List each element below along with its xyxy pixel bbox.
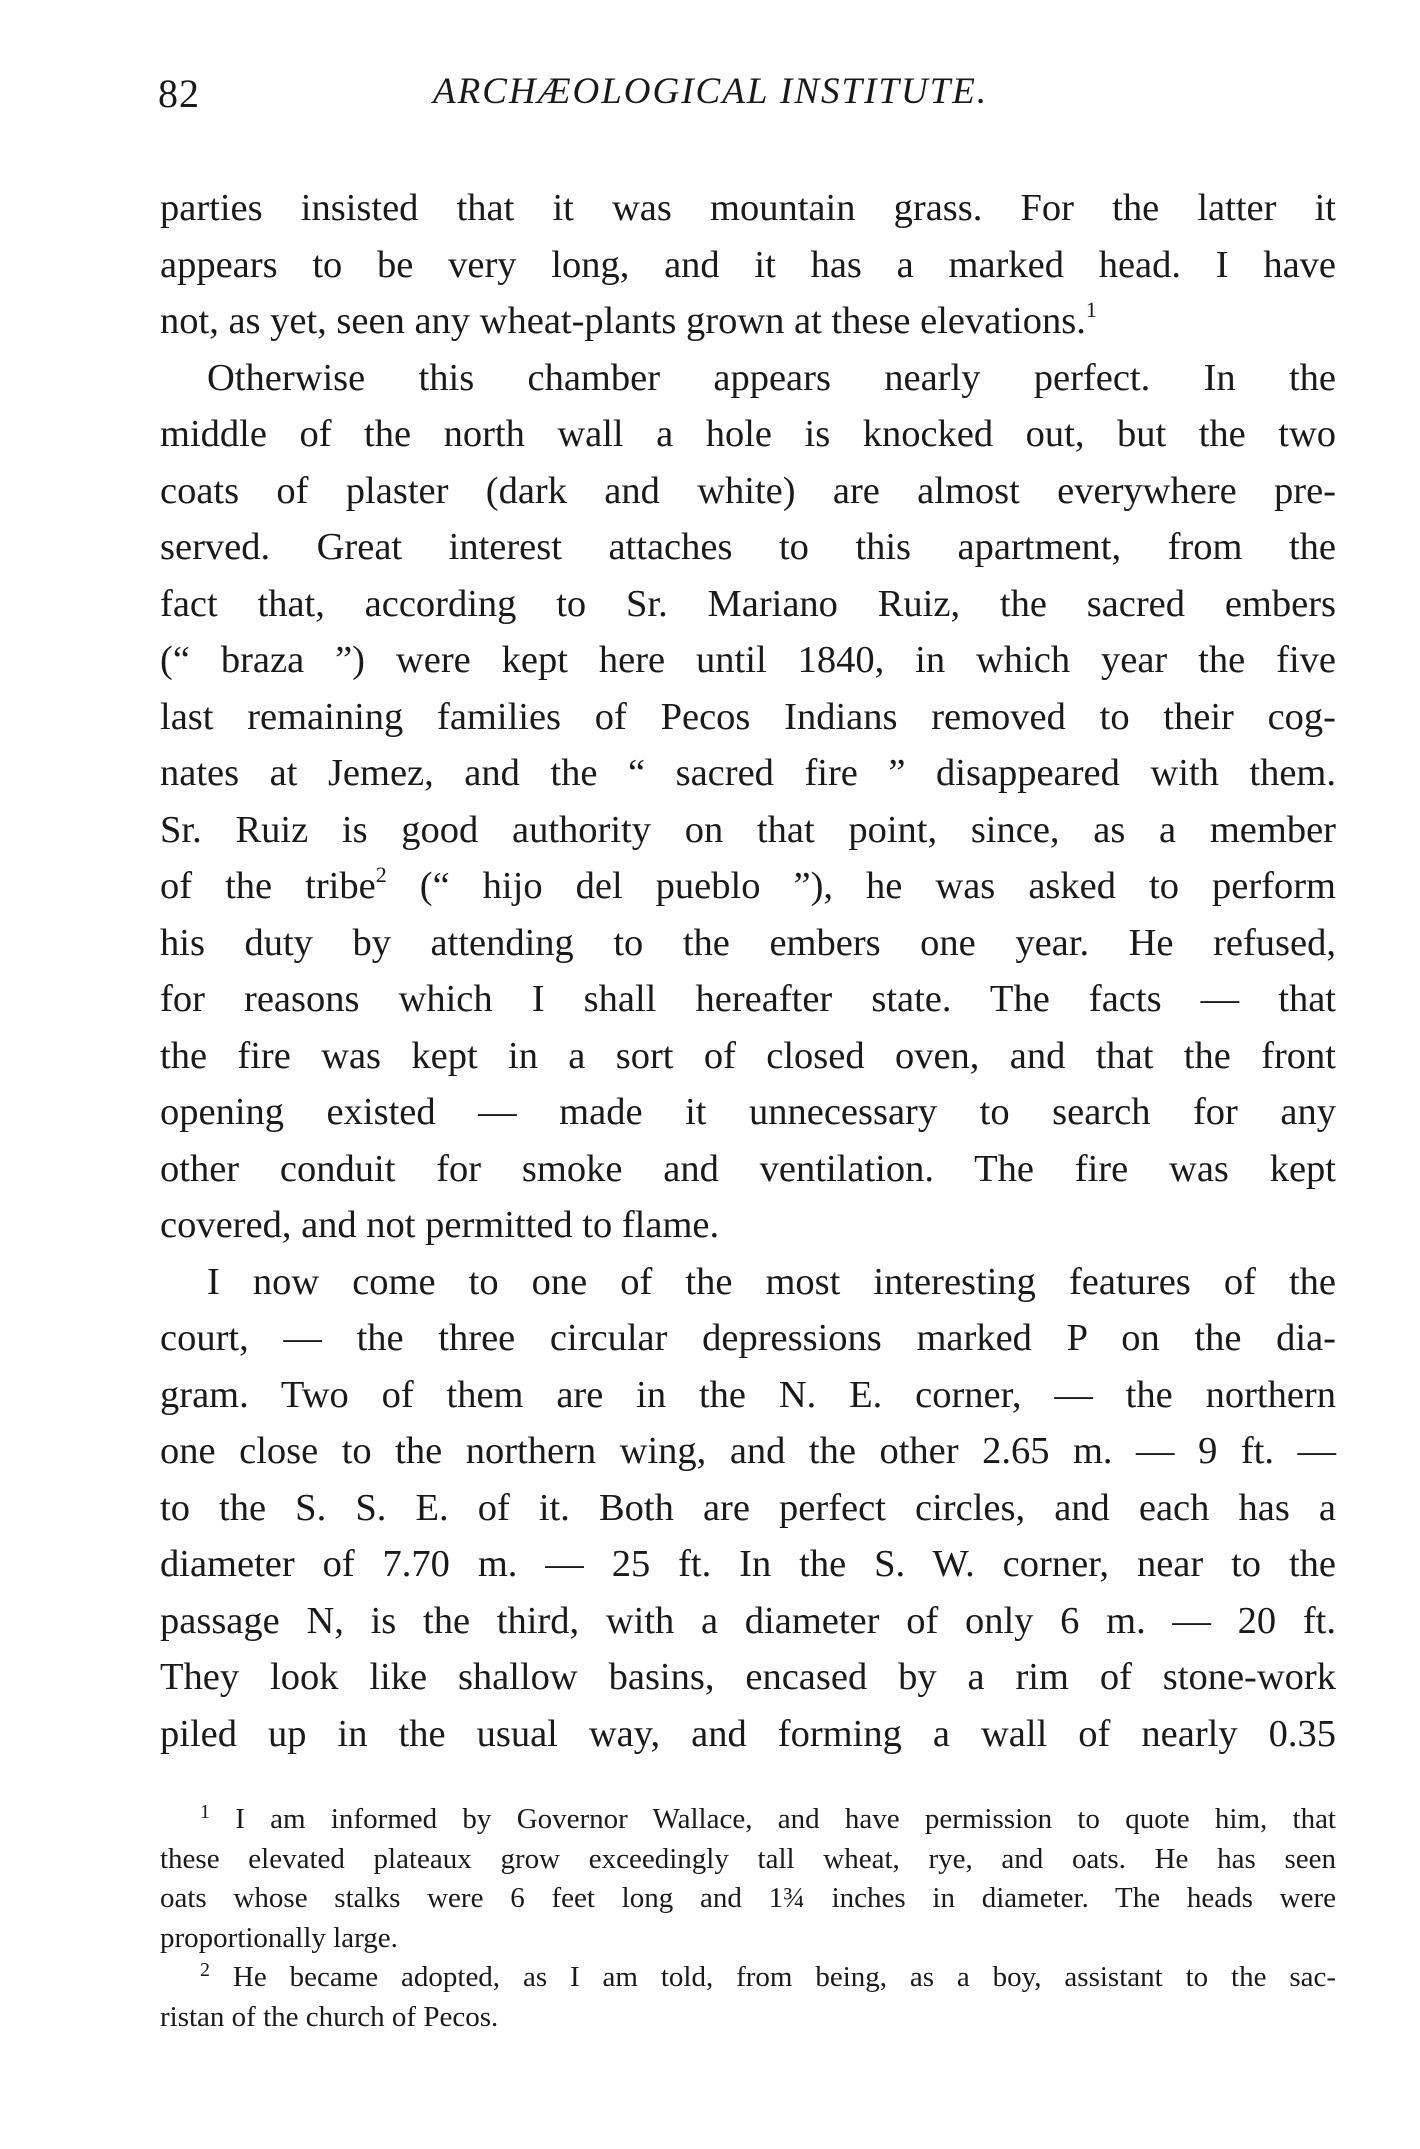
- text-segment: of the tribe: [160, 865, 376, 907]
- text-line: served. Great interest attaches to this apartment, from the: [160, 526, 1336, 568]
- text-line: [160, 293, 1336, 350]
- text-line: covered, and not permitted to flame.: [160, 1204, 720, 1246]
- footnote-mark: 2: [200, 1959, 210, 1981]
- text-line: appears to be very long, and it has a marked head. I have: [160, 243, 1336, 286]
- footnote-1-line: proportionally large.: [160, 1921, 398, 1954]
- footnote-1-line: oats whose stalks were 6 feet long and 1¾ inches in diameter. The heads were: [160, 1882, 1336, 1914]
- footnote-text: He became adopted, as I am told, from being, as a boy, assistant to the sac-: [232, 1961, 1337, 1993]
- text-line: nates at Jemez, and the “ sacred fire ” disappeared with them.: [160, 752, 1336, 794]
- footnote-1-line: these elevated plateaux grow exceedingly tall wheat, rye, and oats. He has seen: [160, 1842, 1336, 1875]
- text-line: coats of plaster (dark and white) are almost everywhere pre-: [160, 469, 1336, 512]
- text-line: other conduit for smoke and ventilation. The fire was kept: [160, 1147, 1336, 1190]
- footnote-text: I am informed by Governor Wallace, and have permission to quote him, that: [235, 1803, 1336, 1835]
- text-line: (“ braza ”) were kept here until 1840, in which year the five: [160, 639, 1336, 681]
- text-segment: (“ hijo del pueblo ”), he was asked to perform: [386, 865, 1336, 907]
- footnote-2-line: [160, 1958, 1336, 1998]
- footnote-2-line: ristan of the church of Pecos.: [160, 2000, 499, 2033]
- text-line: his duty by attending to the embers one year. He refused,: [160, 921, 1336, 964]
- running-title: ARCHÆOLOGICAL INSTITUTE.: [433, 71, 989, 112]
- text-line: the fire was kept in a sort of closed oven, and that the front: [160, 1034, 1336, 1077]
- text-line: passage N, is the third, with a diameter of only 6 m. — 20 ft.: [160, 1599, 1336, 1642]
- footnotes: [160, 1800, 1336, 2037]
- text-line: court, — the three circular depressions marked P on the dia-: [160, 1317, 1336, 1359]
- footnote-ref-1: 1: [1085, 297, 1097, 322]
- text-segment: not, as yet, seen any wheat-plants grown at these elevations.: [160, 300, 1086, 342]
- text-line: to the S. S. E. of it. Both are perfect circles, and each has a: [160, 1486, 1336, 1529]
- footnote-mark: 1: [200, 1801, 210, 1823]
- running-header: [158, 70, 1338, 120]
- text-line: last remaining families of Pecos Indians removed to their cog-: [160, 695, 1336, 738]
- text-line: Sr. Ruiz is good authority on that point, since, as a member: [160, 808, 1336, 851]
- text-line: gram. Two of them are in the N. E. corner, — the northern: [160, 1373, 1336, 1416]
- text-line: opening existed — made it unnecessary to search for any: [160, 1091, 1336, 1133]
- text-line: I now come to one of the most interesting features of the: [207, 1260, 1336, 1303]
- text-line: for reasons which I shall hereafter state. The facts — that: [160, 978, 1336, 1020]
- page-number: 82: [158, 71, 200, 116]
- text-line: one close to the northern wing, and the other 2.65 m. — 9 ft. —: [160, 1430, 1336, 1472]
- text-line: diameter of 7.70 m. — 25 ft. In the S. W. corner, near to the: [160, 1543, 1336, 1585]
- text-line: piled up in the usual way, and forming a wall of nearly 0.35: [160, 1712, 1336, 1755]
- text-line: Otherwise this chamber appears nearly perfect. In the: [207, 356, 1336, 399]
- text-line: They look like shallow basins, encased by a rim of stone-work: [160, 1656, 1336, 1698]
- footnote-ref-2: 2: [375, 862, 387, 887]
- footnote-1-line: [160, 1800, 1336, 1840]
- text-line: middle of the north wall a hole is knocked out, but the two: [160, 413, 1336, 455]
- text-line: parties insisted that it was mountain grass. For the latter it: [160, 187, 1336, 229]
- text-line: [160, 858, 1336, 915]
- text-line: fact that, according to Sr. Mariano Ruiz, the sacred embers: [160, 582, 1336, 625]
- body-text: [160, 180, 1336, 1762]
